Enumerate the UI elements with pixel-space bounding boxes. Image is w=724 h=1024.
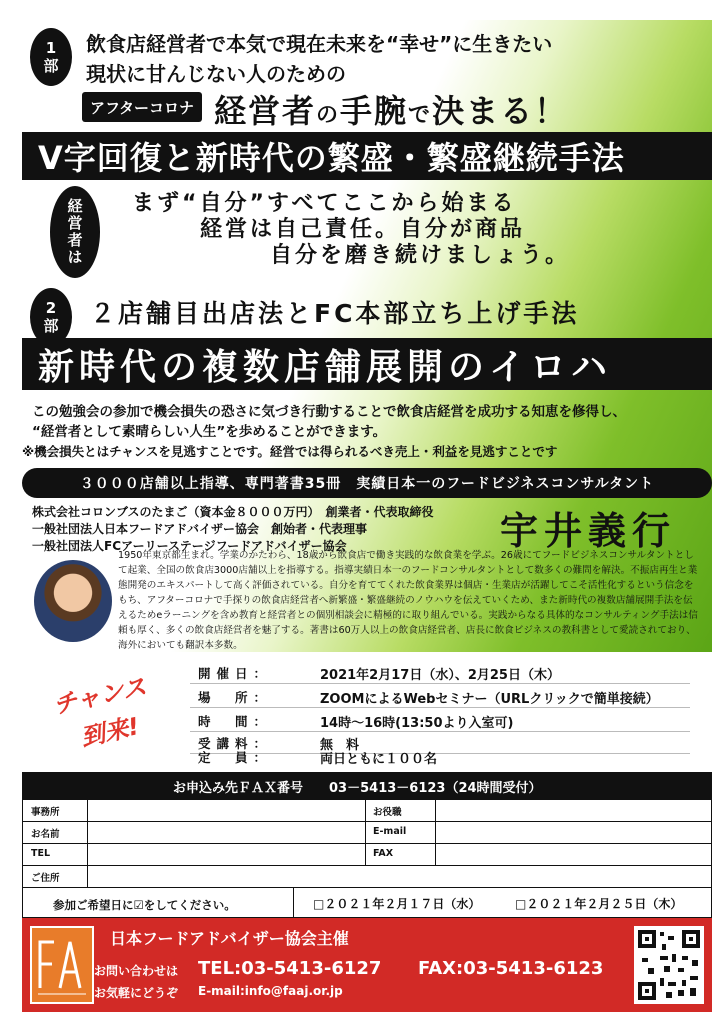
- speaker-name: 宇井義行: [500, 509, 677, 553]
- footer-contact2: お気軽にどうぞ: [94, 986, 179, 1000]
- attend-instruction: 参加ご希望日に☑をしてください。: [53, 898, 236, 912]
- part2-bar: 新時代の複数店舗展開のイロハ: [22, 338, 712, 390]
- headline-part: 手腕: [340, 92, 409, 130]
- form-divider: [435, 799, 436, 865]
- footer-tel[interactable]: TEL:03-5413-6127: [198, 958, 382, 979]
- msg-line3: 自分を磨き続けましょう。: [270, 243, 571, 268]
- intro-p3: ※機会損失とはチャンスを見逃すことです。経営では得られるべき売上・利益を見逃すことです: [22, 444, 558, 459]
- footer-org: 日本フードアドバイザー協会主催: [110, 929, 349, 948]
- fax-application-form: [22, 772, 712, 918]
- part1-badge-num: 1: [45, 39, 57, 57]
- faaj-logo: [30, 926, 94, 1004]
- part1-badge-label: 部: [43, 57, 59, 75]
- field-fax: FAX: [373, 848, 394, 859]
- date-option-1[interactable]: □２０２１年２月１７日（水）: [313, 897, 481, 911]
- field-office: 事務所: [31, 807, 60, 818]
- part1-badge: [30, 28, 72, 86]
- date-option-2[interactable]: □２０２１年２月２５日（木）: [515, 897, 683, 911]
- footer-email[interactable]: E-mail:info@faaj.or.jp: [198, 984, 343, 998]
- event-label-time: 時 間：: [198, 714, 273, 729]
- logo-graphic: [32, 928, 92, 1002]
- form-fax-label: お申込み先ＦＡＸ番号: [173, 780, 304, 796]
- event-label-date: 開催日：: [198, 666, 273, 681]
- event-divider: [190, 683, 690, 684]
- qr-graphic: [638, 930, 700, 1000]
- part2-badge-num: 2: [45, 299, 57, 317]
- form-divider: [365, 799, 366, 865]
- part1-bar: V字回復と新時代の繁盛・繁盛継続手法: [22, 132, 712, 180]
- event-divider: [190, 731, 690, 732]
- msg-line1: まず“自分”すべてここから始まる: [132, 191, 517, 216]
- chance-text: チャンス: [50, 672, 149, 720]
- manager-vbadge: 経営者は: [50, 186, 100, 278]
- speaker-role3: 一般社団法人FCアーリーステージフードアドバイザー協会: [32, 539, 347, 553]
- part1-headline: [214, 86, 568, 132]
- event-label-capacity: 定 員：: [198, 750, 273, 765]
- event-label-place: 場 所：: [198, 690, 273, 705]
- footer-fax[interactable]: FAX:03-5413-6123: [418, 958, 604, 979]
- event-value-date: 2021年2月17日（水）、2月25日（木）: [320, 668, 560, 683]
- speaker-role2: 一般社団法人日本フードアドバイザー協会 創始者・代表理事: [32, 522, 368, 536]
- part2-line1: ２店舗目出店法とFC本部立ち上げ手法: [90, 299, 580, 328]
- headline-part: 決まる！: [432, 92, 569, 130]
- form-header: [23, 773, 711, 799]
- speaker-role1: 株式会社コロンブスのたまご（資本金８０００万円） 創業者・代表取締役: [32, 505, 434, 519]
- form-divider: [87, 799, 88, 887]
- intro-p2: “経営者として素晴らしい人生”を歩めることができます。: [32, 424, 387, 440]
- event-label-fee: 受講料：: [198, 736, 273, 751]
- event-value-place: ZOOMによるWebセミナー（URLクリックで簡単接続）: [320, 692, 659, 707]
- speaker-bio: 1950年東京都生まれ。学業のかたわら、18歳から飲食店で働き実践的な飲食業を学ぶ。26歳にてフードビジネスコンサルタントとして起業、全国の飲食店3000店舗以上を指導する。指導実績日本一のフードコンサルタントとして数多くの難問を解決。不振店再生と業態開発のエキスパートして高く評価されている。自分を育ててくれた飲食業界は個店・生業店が活躍してこそ活性化するという信念をもち、アフターコロナで手探りの飲食店経営者へ新繁盛・繁盛継続のノウハウを伝えていくため、また新時代の複数店舗展開手法を伝えるためeラーニングを含め教育と経営者との個別相談会に精極的に取り組んでいる。実践からなる具体的なコンサルティング手法は信頼も厚く、多くの飲食店経営者を魅了する。著書は60万人以上の飲食店経営者、店長に飲食ビジネスの教科書として愛読されており、海外においても翻訳本多数。: [118, 550, 698, 651]
- event-value-capacity: 両日ともに１００名: [320, 752, 438, 767]
- field-position: お役職: [373, 807, 402, 818]
- event-value-time: 14時～16時(13:50より入室可): [320, 716, 514, 731]
- part1-line2: 現状に甘んじない人のための: [86, 62, 346, 86]
- footer: [22, 918, 712, 1012]
- form-row[interactable]: [23, 843, 711, 865]
- form-fax-number: 03－5413－6123（24時間受付）: [329, 780, 542, 796]
- chance-arrived-text: 到来!: [78, 712, 142, 752]
- field-email: E-mail: [373, 826, 407, 837]
- field-address: ご住所: [31, 873, 60, 884]
- event-value-fee: 無 料: [320, 738, 360, 753]
- after-corona-label: アフターコロナ: [82, 92, 202, 122]
- qr-code[interactable]: [634, 926, 704, 1004]
- msg-line2: 経営は自己責任。自分が商品: [200, 217, 526, 242]
- headline-part: 経営者: [214, 92, 317, 130]
- field-tel: TEL: [31, 848, 51, 859]
- part1-line1: 飲食店経営者で本気で現在未来を“幸せ”に生きたい: [86, 32, 553, 56]
- field-name: お名前: [31, 829, 60, 840]
- headline-part: の: [316, 103, 341, 128]
- speaker-photo: [34, 560, 112, 642]
- event-divider: [190, 707, 690, 708]
- form-row[interactable]: [23, 821, 711, 843]
- footer-contact1: お問い合わせは: [94, 964, 179, 978]
- headline-part: で: [408, 103, 433, 128]
- intro-p1: この勉強会の参加で機会損失の恐さに気づき行動することで飲食店経営を成功する知恵を修得し、: [32, 404, 626, 420]
- part2-badge-label: 部: [43, 317, 59, 335]
- form-row[interactable]: [23, 865, 711, 887]
- form-row[interactable]: [23, 799, 711, 821]
- form-divider: [293, 887, 294, 919]
- speaker-bar: ３０００店舗以上指導、専門著書35冊 実績日本一のフードビジネスコンサルタント: [22, 468, 712, 498]
